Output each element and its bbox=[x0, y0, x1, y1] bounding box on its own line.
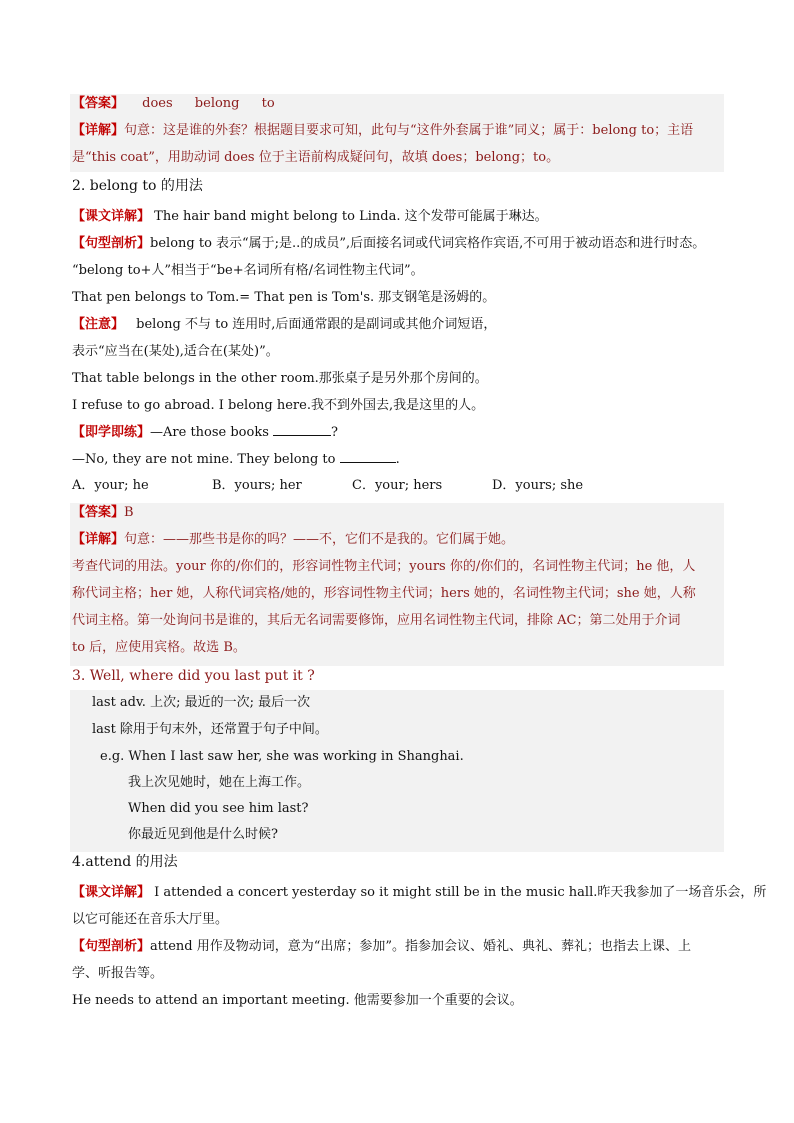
detail-line: to 后，应使用宾格。故选 B。 bbox=[72, 640, 246, 655]
section-heading-2: 2. belong to 的用法 bbox=[72, 178, 203, 194]
text-line: last 除用于句末外，还常置于句子中间。 bbox=[92, 722, 328, 737]
text-line: 【课文详解】 The hair band might belong to Linda. 这个发带可能属于琳达。 bbox=[72, 209, 548, 224]
text-line: That pen belongs to Tom.= That pen is Tom's. 那支钢笔是汤姆的。 bbox=[72, 290, 496, 305]
text-line: 【课文详解】 I attended a concert yesterday so it might still be in the music hall.昨天我参加了一场音乐会，所 bbox=[72, 885, 767, 900]
text-line: 你最近见到他是什么时候? bbox=[128, 827, 278, 842]
text-line: He needs to attend an important meeting. 他需要参加一个重要的会议。 bbox=[72, 993, 523, 1008]
option-c: C．your; hers bbox=[352, 478, 443, 493]
exercise-line: —No, they are not mine. They belong to . bbox=[72, 452, 400, 467]
text-line: “belong to+人”相当于“be+名词所有格/名词性物主代词”。 bbox=[72, 263, 424, 278]
detail-line: 【详解】句意：——那些书是你的吗？——不，它们不是我的。它们属于她。 bbox=[72, 532, 515, 547]
text-line: I refuse to go abroad. I belong here.我不到外国去,我是这里的人。 bbox=[72, 398, 485, 413]
text-line: 表示“应当在(某处),适合在(某处)”。 bbox=[72, 344, 279, 359]
text-line: e.g. When I last saw her, she was working in Shanghai. bbox=[100, 749, 464, 764]
text-line: When did you see him last? bbox=[128, 801, 309, 816]
text-line: last adv. 上次; 最近的一次; 最后一次 bbox=[92, 695, 311, 710]
exercise-options bbox=[72, 477, 632, 495]
detail-line: 代词主格。第一处询问书是谁的，其后无名词需要修饰，应用名词性物主代词，排除 AC；第二处用于介词 bbox=[72, 613, 681, 628]
exercise-line: 【即学即练】—Are those books ? bbox=[72, 425, 339, 440]
detail-line: 考查代词的用法。your 你的/你们的，形容词性物主代词；yours 你的/你们的，名词性物主代词；he 他，人 bbox=[72, 559, 696, 574]
option-b: B．yours; her bbox=[212, 478, 302, 493]
text-line: 【句型剖析】attend 用作及物动词，意为“出席；参加”。指参加会议、婚礼、典礼、葬礼；也指去上课、上 bbox=[72, 939, 692, 954]
answer-line-2: 【答案】B bbox=[72, 505, 134, 520]
text-line: That table belongs in the other room.那张桌子是另外那个房间的。 bbox=[72, 371, 488, 386]
text-line: 【句型剖析】belong to 表示“属于;是..的成员”,后面接名词或代词宾格作宾语,不可用于被动语态和进行时态。 bbox=[72, 236, 706, 251]
answer-line-1: 【答案】 does belong to bbox=[72, 96, 275, 111]
text-line: 【注意】 belong 不与 to 连用时,后面通常跟的是副词或其他介词短语， bbox=[72, 317, 497, 332]
text-line: 以它可能还在音乐大厅里。 bbox=[72, 912, 229, 927]
detail-line-1: 【详解】句意：这是谁的外套？根据题目要求可知，此句与“这件外套属于谁”同义；属于：belong to；主语 bbox=[72, 123, 694, 138]
section-heading-3: 3. Well, where did you last put it ? bbox=[72, 668, 315, 684]
detail-line: 称代词主格；her 她，人称代词宾格/她的，形容词性物主代词；hers 她的，名词性物主代词；she 她，人称 bbox=[72, 586, 696, 601]
section-heading-4: 4.attend 的用法 bbox=[72, 854, 178, 870]
text-line: 我上次见她时，她在上海工作。 bbox=[128, 775, 311, 790]
option-d: D．yours; she bbox=[492, 478, 584, 493]
text-line: 学、听报告等。 bbox=[72, 966, 164, 981]
option-a: A．your; he bbox=[72, 478, 149, 493]
detail-line-2: 是“this coat”，用助动词 does 位于主语前构成疑问句，故填 does；belong；to。 bbox=[72, 150, 560, 165]
